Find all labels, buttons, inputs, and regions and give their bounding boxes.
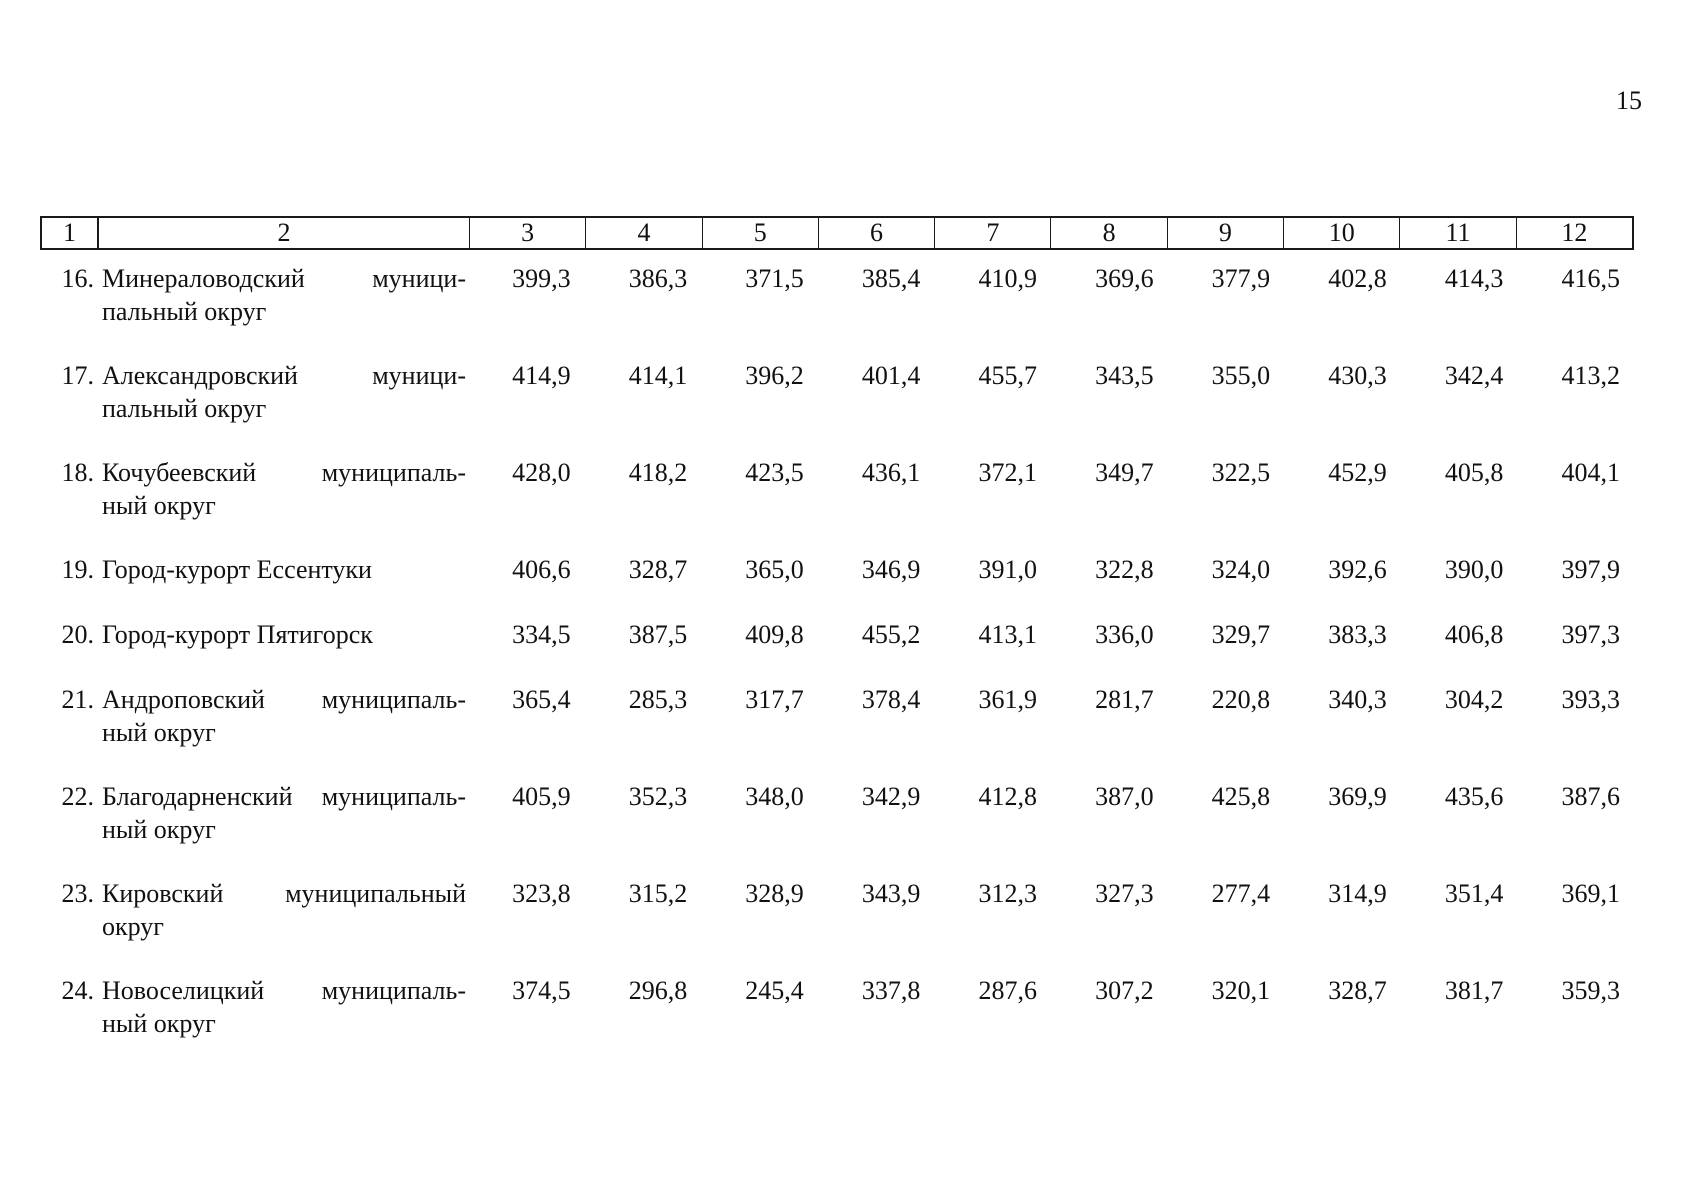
cell-value: 387,0 xyxy=(1095,782,1154,811)
cell-value: 352,3 xyxy=(628,782,688,811)
row-name-part: Новоселицкий xyxy=(102,976,265,1005)
row-name-part: Александровский xyxy=(102,361,298,390)
cell-value: 304,2 xyxy=(1444,685,1504,714)
table-row xyxy=(40,683,1634,780)
cell-value: 405,8 xyxy=(1444,458,1504,487)
cell-value: 404,1 xyxy=(1561,458,1620,487)
cell-value: 359,3 xyxy=(1561,976,1620,1005)
row-name-continuation: округ xyxy=(102,912,164,941)
cell-value: 374,5 xyxy=(512,976,571,1005)
cell-value: 327,3 xyxy=(1095,879,1154,908)
cell-value: 425,8 xyxy=(1211,782,1271,811)
cell-value: 399,3 xyxy=(512,264,571,293)
cell-value: 402,8 xyxy=(1328,264,1387,293)
table-header xyxy=(40,216,1634,250)
cell-value: 349,7 xyxy=(1095,458,1154,487)
cell-value: 391,0 xyxy=(978,555,1037,584)
row-name xyxy=(96,553,468,586)
column-header: 3 xyxy=(470,218,586,248)
row-number: 22. xyxy=(61,782,94,811)
table-row xyxy=(40,553,1634,618)
row-name-part: муниципальный xyxy=(285,879,466,908)
row-name-part: Город-курорт Пятигорск xyxy=(102,620,373,649)
column-header: 1 xyxy=(42,218,98,248)
cell-value: 369,1 xyxy=(1561,879,1620,908)
row-name xyxy=(96,780,468,846)
cell-value: 436,1 xyxy=(861,458,921,487)
cell-value: 414,1 xyxy=(628,361,688,390)
row-name-part: муници- xyxy=(372,361,466,390)
cell-value: 378,4 xyxy=(861,685,921,714)
cell-value: 361,9 xyxy=(978,685,1037,714)
column-header: 10 xyxy=(1284,218,1400,248)
cell-value: 392,6 xyxy=(1328,555,1387,584)
column-header: 12 xyxy=(1561,218,1588,247)
cell-value: 418,2 xyxy=(628,458,688,487)
table-row xyxy=(40,877,1634,974)
row-number: 19. xyxy=(61,555,94,584)
row-name-part: Кочубеевский xyxy=(102,458,257,487)
table-row xyxy=(40,974,1634,1071)
cell-value: 387,6 xyxy=(1561,782,1620,811)
cell-value: 416,5 xyxy=(1561,264,1620,293)
cell-value: 414,3 xyxy=(1444,264,1504,293)
row-name-part: муниципаль- xyxy=(321,458,466,487)
cell-value: 430,3 xyxy=(1328,361,1387,390)
table-row xyxy=(40,618,1634,683)
column-header: 2 xyxy=(98,218,470,248)
cell-value: 322,8 xyxy=(1095,555,1154,584)
cell-value: 277,4 xyxy=(1211,879,1271,908)
table-body xyxy=(40,262,1634,1071)
cell-value: 393,3 xyxy=(1561,685,1620,714)
row-name-continuation: ный округ xyxy=(102,491,216,520)
cell-value: 412,8 xyxy=(978,782,1037,811)
cell-value: 365,4 xyxy=(512,685,571,714)
cell-value: 410,9 xyxy=(978,264,1037,293)
cell-value: 342,9 xyxy=(861,782,921,811)
cell-value: 323,8 xyxy=(512,879,571,908)
cell-value: 423,5 xyxy=(745,458,804,487)
cell-value: 406,8 xyxy=(1444,620,1504,649)
cell-value: 406,6 xyxy=(512,555,571,584)
row-name-part: Кировский xyxy=(102,879,224,908)
cell-value: 329,7 xyxy=(1211,620,1271,649)
cell-value: 328,9 xyxy=(745,879,804,908)
column-header: 5 xyxy=(703,218,819,248)
row-name xyxy=(96,974,468,1040)
row-number: 23. xyxy=(61,879,94,908)
row-number: 16. xyxy=(61,264,94,293)
cell-value: 381,7 xyxy=(1444,976,1504,1005)
column-header: 6 xyxy=(819,218,935,248)
column-header: 11 xyxy=(1400,218,1516,248)
row-name-part: Минераловодский xyxy=(102,264,305,293)
cell-value: 413,2 xyxy=(1561,361,1620,390)
cell-value: 281,7 xyxy=(1095,685,1154,714)
column-header: 8 xyxy=(1051,218,1167,248)
table-row xyxy=(40,262,1634,359)
table-row xyxy=(40,456,1634,553)
column-header: 7 xyxy=(935,218,1051,248)
row-name-continuation: ный округ xyxy=(102,1009,216,1038)
cell-value: 312,3 xyxy=(978,879,1037,908)
cell-value: 314,9 xyxy=(1328,879,1387,908)
cell-value: 307,2 xyxy=(1095,976,1154,1005)
cell-value: 343,5 xyxy=(1095,361,1154,390)
cell-value: 343,9 xyxy=(861,879,921,908)
cell-value: 337,8 xyxy=(861,976,921,1005)
cell-value: 455,2 xyxy=(861,620,921,649)
cell-value: 324,0 xyxy=(1211,555,1271,584)
row-name xyxy=(96,618,468,651)
row-name xyxy=(96,359,468,425)
cell-value: 413,1 xyxy=(978,620,1037,649)
row-name-continuation: пальный округ xyxy=(102,394,267,423)
cell-value: 285,3 xyxy=(628,685,688,714)
row-name-part: муниципаль- xyxy=(321,976,466,1005)
column-header: 4 xyxy=(586,218,702,248)
table-row xyxy=(40,359,1634,456)
cell-value: 383,3 xyxy=(1328,620,1387,649)
cell-value: 452,9 xyxy=(1328,458,1387,487)
cell-value: 401,4 xyxy=(861,361,921,390)
cell-value: 342,4 xyxy=(1444,361,1504,390)
cell-value: 348,0 xyxy=(745,782,804,811)
cell-value: 372,1 xyxy=(978,458,1037,487)
cell-value: 315,2 xyxy=(628,879,688,908)
cell-value: 334,5 xyxy=(512,620,571,649)
row-name xyxy=(96,456,468,522)
cell-value: 397,9 xyxy=(1561,555,1620,584)
cell-value: 287,6 xyxy=(978,976,1037,1005)
cell-value: 405,9 xyxy=(512,782,571,811)
row-name xyxy=(96,683,468,749)
row-number: 18. xyxy=(61,458,94,487)
row-number: 24. xyxy=(61,976,94,1005)
row-number: 21. xyxy=(61,685,94,714)
row-number: 17. xyxy=(61,361,94,390)
cell-value: 320,1 xyxy=(1211,976,1271,1005)
cell-value: 340,3 xyxy=(1328,685,1387,714)
row-name-part: муници- xyxy=(372,264,466,293)
cell-value: 346,9 xyxy=(861,555,921,584)
cell-value: 371,5 xyxy=(745,264,804,293)
table-row xyxy=(40,780,1634,877)
cell-value: 328,7 xyxy=(628,555,688,584)
cell-value: 397,3 xyxy=(1561,620,1620,649)
row-name xyxy=(96,262,468,328)
row-name-part: муниципаль- xyxy=(321,782,466,811)
cell-value: 369,9 xyxy=(1328,782,1387,811)
row-name-continuation: ный округ xyxy=(102,815,216,844)
page-number: 15 xyxy=(1616,86,1642,115)
cell-value: 220,8 xyxy=(1211,685,1271,714)
cell-value: 355,0 xyxy=(1211,361,1271,390)
cell-value: 377,9 xyxy=(1211,264,1271,293)
cell-value: 351,4 xyxy=(1444,879,1504,908)
cell-value: 245,4 xyxy=(745,976,804,1005)
row-name-continuation: пальный округ xyxy=(102,297,267,326)
cell-value: 328,7 xyxy=(1328,976,1387,1005)
cell-value: 455,7 xyxy=(978,361,1037,390)
cell-value: 435,6 xyxy=(1444,782,1504,811)
row-name-part: Благодарненский xyxy=(102,782,293,811)
row-number: 20. xyxy=(61,620,94,649)
cell-value: 396,2 xyxy=(745,361,804,390)
row-name-part: Город-курорт Ессентуки xyxy=(102,555,372,584)
cell-value: 296,8 xyxy=(628,976,688,1005)
row-name-continuation: ный округ xyxy=(102,718,216,747)
cell-value: 317,7 xyxy=(745,685,804,714)
row-name-part: муниципаль- xyxy=(321,685,466,714)
cell-value: 387,5 xyxy=(628,620,688,649)
cell-value: 385,4 xyxy=(861,264,921,293)
cell-value: 322,5 xyxy=(1211,458,1271,487)
cell-value: 390,0 xyxy=(1444,555,1504,584)
cell-value: 386,3 xyxy=(628,264,688,293)
row-name xyxy=(96,877,468,943)
row-name-part: Андроповский xyxy=(102,685,265,714)
cell-value: 369,6 xyxy=(1095,264,1154,293)
cell-value: 336,0 xyxy=(1095,620,1154,649)
cell-value: 409,8 xyxy=(745,620,804,649)
column-header: 9 xyxy=(1168,218,1284,248)
cell-value: 365,0 xyxy=(745,555,804,584)
cell-value: 414,9 xyxy=(512,361,571,390)
cell-value: 428,0 xyxy=(512,458,571,487)
